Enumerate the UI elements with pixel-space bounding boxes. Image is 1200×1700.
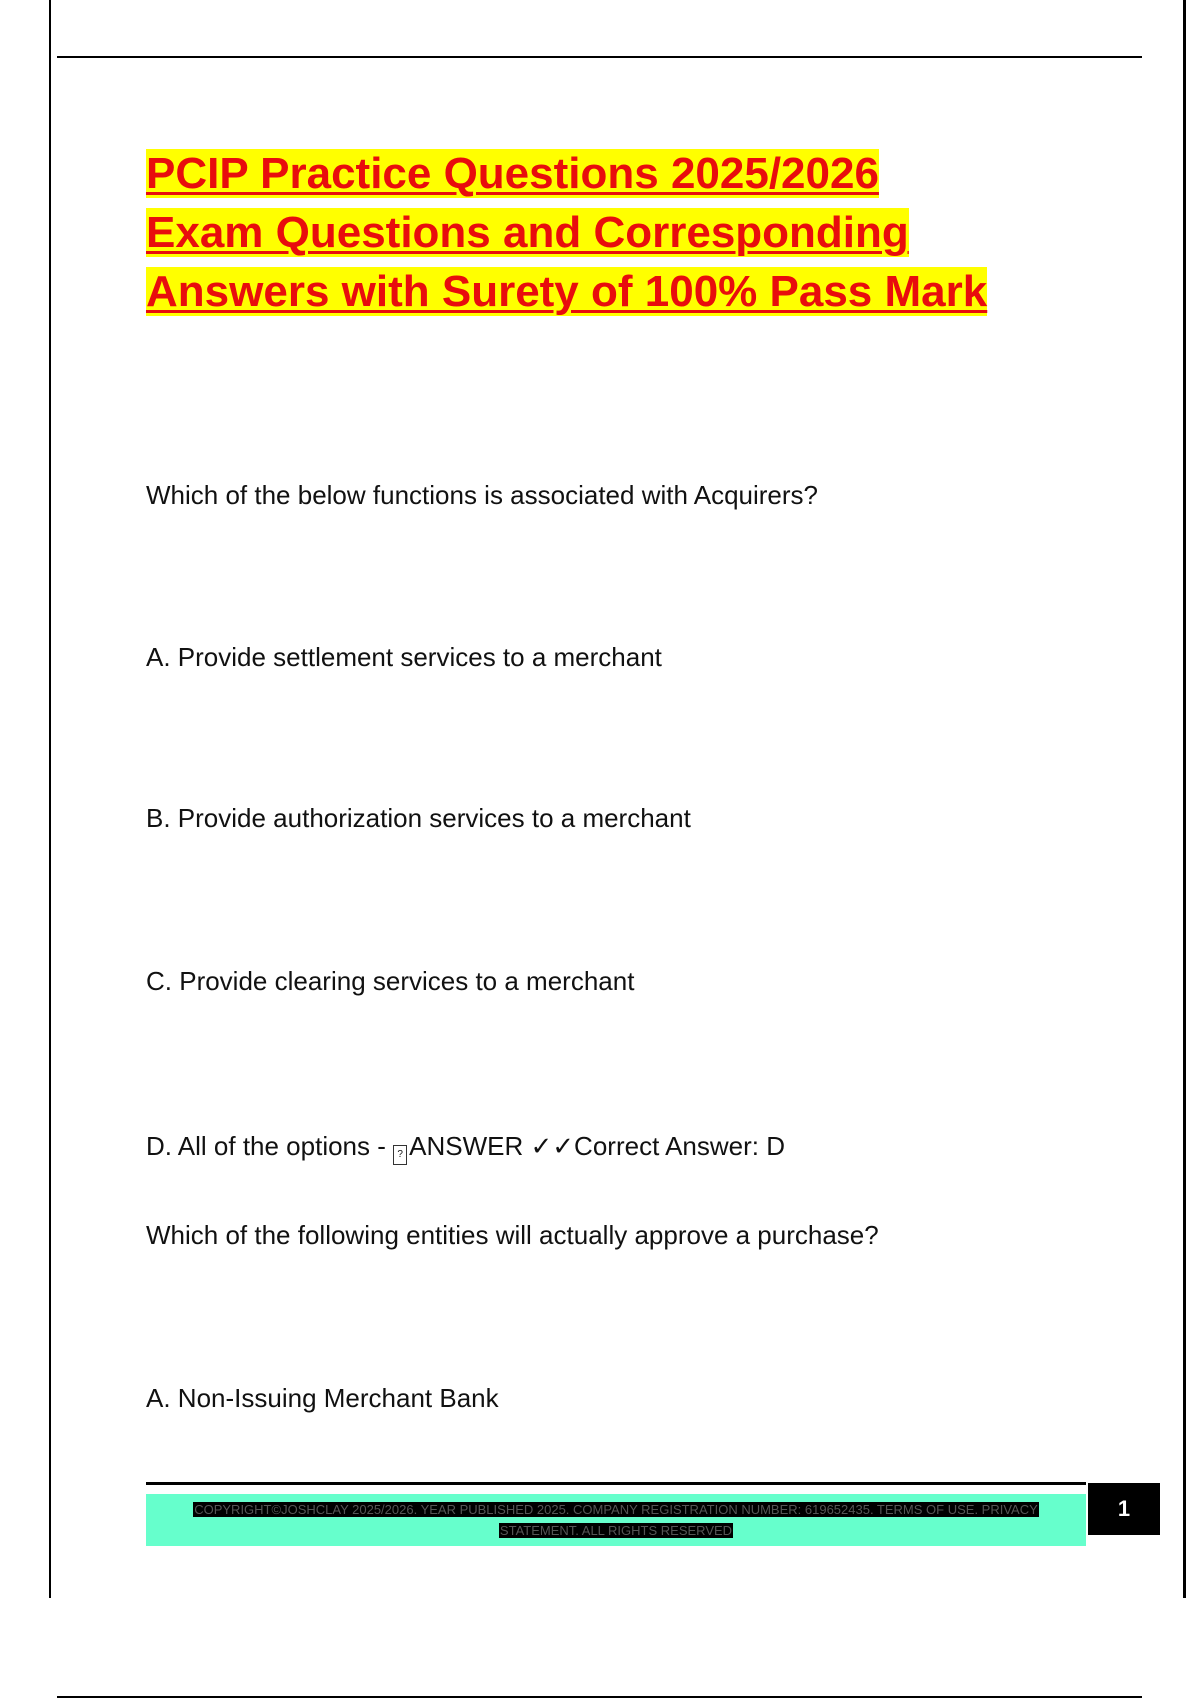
option-d-label: D. All of the options - bbox=[146, 1131, 394, 1161]
header-rule bbox=[57, 56, 1142, 58]
footer-rule bbox=[146, 1482, 1086, 1485]
next-page-rule bbox=[57, 1696, 1142, 1698]
page-number: 1 bbox=[1088, 1483, 1160, 1535]
title-line-1: PCIP Practice Questions 2025/2026 bbox=[146, 149, 879, 198]
page-left-border bbox=[49, 0, 51, 1598]
question-2-option-a: A. Non-Issuing Merchant Bank bbox=[146, 1383, 499, 1413]
question-2-text: Which of the following entities will actually approve a purchase? bbox=[146, 1220, 879, 1250]
question-1-option-c: C. Provide clearing services to a merchant bbox=[146, 966, 635, 996]
copyright-line-1: COPYRIGHT©JOSHCLAY 2025/2026. YEAR PUBLISHED 2025. COMPANY REGISTRATION NUMBER: 619652435. TERMS OF USE. PRIVACY bbox=[194, 1502, 1038, 1517]
answer-text: ANSWER ✓✓Correct Answer: D bbox=[409, 1131, 785, 1161]
copyright-footer bbox=[146, 1494, 1086, 1546]
question-1-option-d bbox=[146, 1131, 785, 1165]
page-right-border bbox=[1183, 0, 1186, 1598]
copyright-line-2: STATEMENT. ALL RIGHTS RESERVED bbox=[499, 1523, 733, 1538]
document-title bbox=[146, 144, 987, 321]
question-1-option-b: B. Provide authorization services to a merchant bbox=[146, 803, 691, 833]
missing-glyph-icon: ? bbox=[393, 1145, 407, 1165]
title-line-2: Exam Questions and Corresponding bbox=[146, 208, 909, 257]
question-1-option-a: A. Provide settlement services to a merchant bbox=[146, 642, 662, 672]
title-line-3: Answers with Surety of 100% Pass Mark bbox=[146, 267, 988, 316]
question-1-text: Which of the below functions is associated with Acquirers? bbox=[146, 480, 819, 510]
